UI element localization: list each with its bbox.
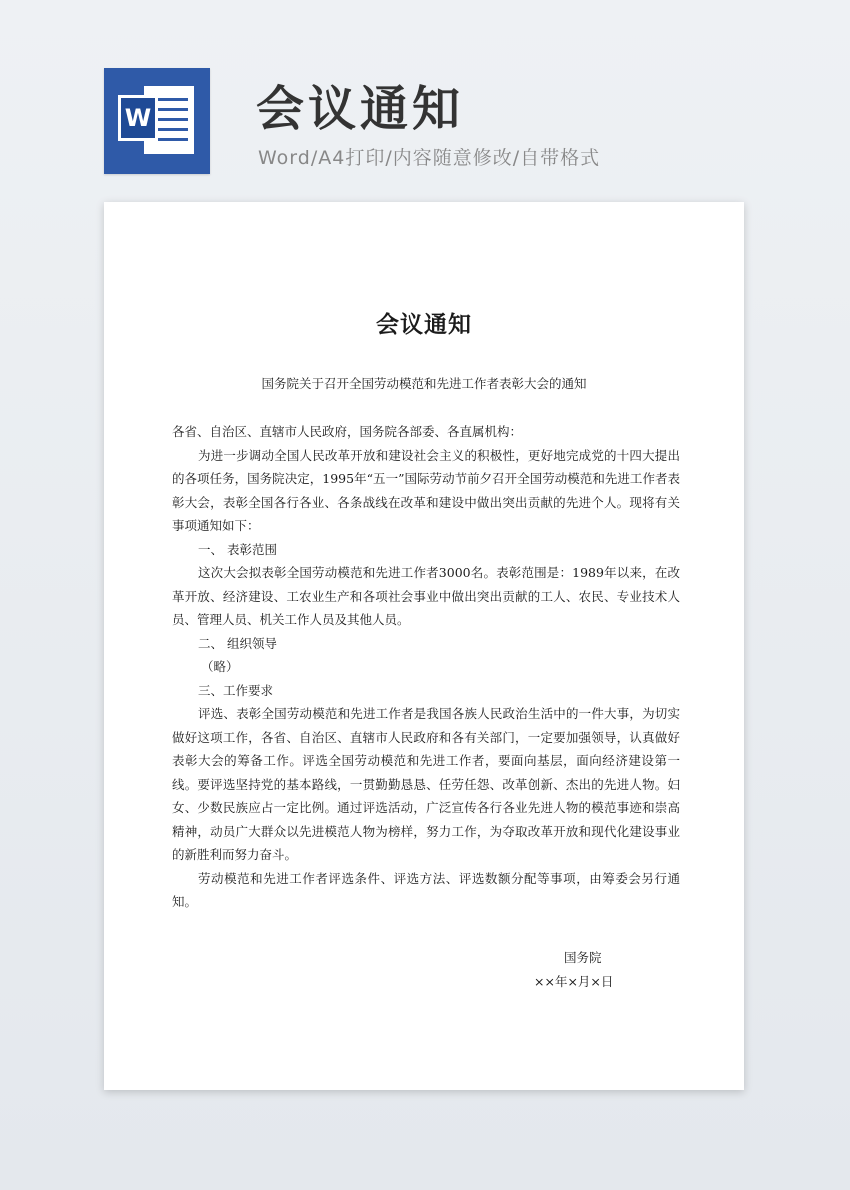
intro-paragraph: 为进一步调动全国人民改革开放和建设社会主义的积极性，更好地完成党的十四大提出的各项任务，国务院决定，1995年“五一”国际劳动节前夕召开全国劳动模范和先进工作者表彰大会，表彰全国各行各业、各条战线在改革和建设中做出突出贡献的先进个人。现将有关事项通知如下： [172,447,680,533]
word-letter-badge: W [118,95,158,141]
word-app-icon [104,68,210,174]
document-page [104,202,744,1090]
section-heading: 二、 组织领导 [198,635,277,651]
document-title: 会议通知 [376,312,472,338]
banner-title: 会议通知 [256,81,465,137]
closing-paragraph: 劳动模范和先进工作者评选条件、评选方法、评选数额分配等事项，由筹委会另行通知。 [172,870,680,909]
section-paragraph: 评选、表彰全国劳动模范和先进工作者是我国各族人民政治生活中的一件大事，为切实做好这项工作，各省、自治区、直辖市人民政府和各有关部门，一定要加强领导，认真做好表彰大会的筹备工作。评选全国劳动模范和先进工作者，要面向基层，面向经济建设第一线。要评选坚持党的基本路线，一贯勤勤恳恳、任劳任怨、改革创新、杰出的先进人物。妇女、少数民族应占一定比例。通过评选活动，广泛宣传各行各业先进人物的模范事迹和崇高精神，动员广大群众以先进模范人物为榜样，努力工作，为夺取改革开放和现代化建设事业的新胜利而努力奋斗。 [172,706,680,862]
template-banner [0,0,850,200]
banner-subtitle: Word/A4打印/内容随意修改/自带格式 [258,147,601,169]
signature-date: ××年×月×日 [534,974,614,989]
signer: 国务院 [564,950,602,965]
document-subtitle: 国务院关于召开全国劳动模范和先进工作者表彰大会的通知 [261,376,587,391]
section-heading: 一、 表彰范围 [198,541,277,557]
section-heading: 三、工作要求 [198,682,274,698]
salutation: 各省、自治区、直辖市人民政府，国务院各部委、各直属机构： [172,424,523,439]
section-paragraph: （略） [201,659,239,674]
document-body [172,420,680,914]
section-paragraph: 这次大会拟表彰全国劳动模范和先进工作者3000名。表彰范围是：1989年以来，在改革开放、经济建设、工农业生产和各项社会事业中做出突出贡献的工人、农民、专业技术人员、管理人员、机关工作人员及其他人员。 [172,565,680,627]
